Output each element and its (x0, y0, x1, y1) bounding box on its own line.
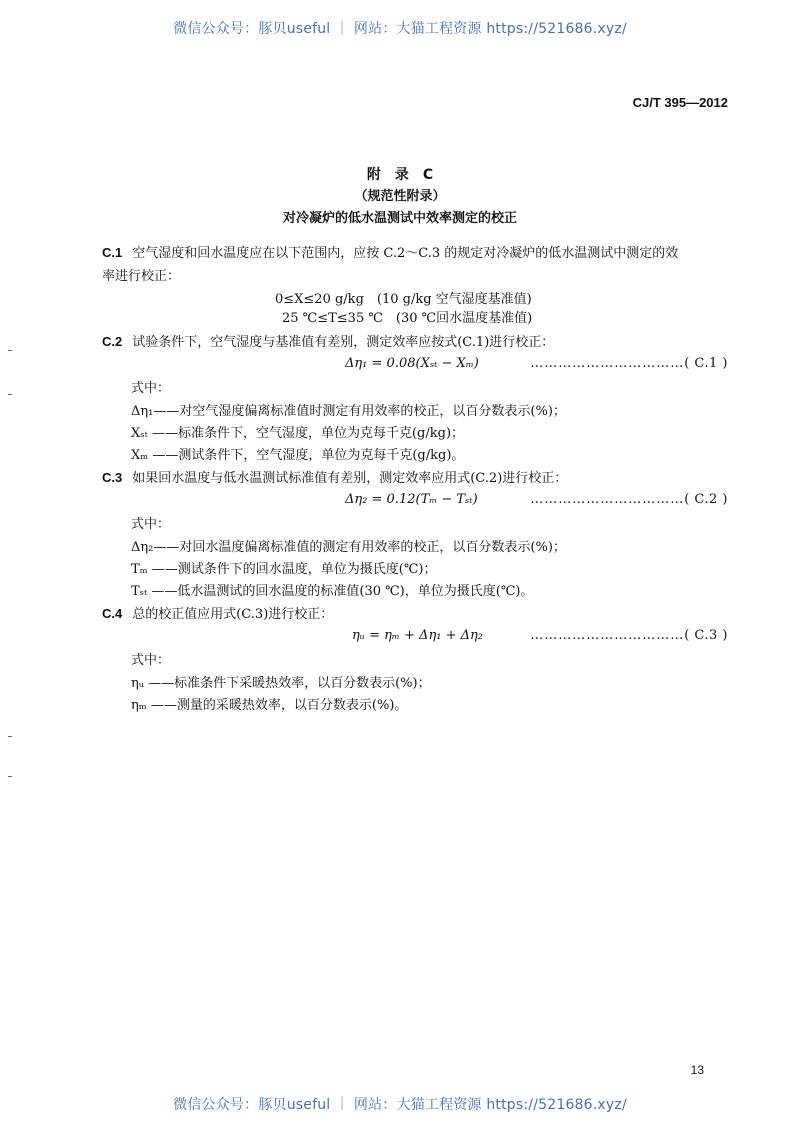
c1-paragraph-line1 (102, 244, 678, 263)
c2-number: C.2 (102, 334, 123, 349)
c3-where: 式中： (131, 517, 171, 532)
leader-dots: …………………………… (530, 356, 685, 371)
standard-code: CJ/T 395—2012 (632, 95, 728, 110)
formula-c2: Δη₂ = 0.12(Tₘ − Tₛₜ) (345, 492, 478, 507)
c4-text: 总的校正值应用式(C.3)进行校正： (132, 607, 334, 622)
equation-c3-label (530, 627, 728, 645)
page-number: 13 (690, 1063, 704, 1077)
c2-where: 式中： (131, 381, 171, 396)
c1-text: 空气湿度和回水温度应在以下范围内，应按 C.2～C.3 的规定对冷凝炉的低水温测试中测定的效 (132, 246, 679, 261)
leader-dots: …………………………… (530, 628, 685, 643)
appendix-title: 附 录 C (366, 167, 434, 183)
c4-where: 式中： (131, 653, 171, 668)
c3-number: C.3 (102, 470, 123, 485)
c1-number: C.1 (102, 245, 123, 260)
formula-c3: ηᵤ = ηₘ + Δη₁ + Δη₂ (352, 628, 483, 643)
c2-def-3: Xₘ ——测试条件下，空气湿度，单位为克每千克(g/kg)。 (131, 448, 465, 463)
c3-text: 如果回水温度与低水温测试标准值有差别，测定效率应用式(C.2)进行校正： (132, 471, 568, 486)
c4-number: C.4 (102, 606, 123, 621)
equation-number: ( C.2 ) (684, 492, 728, 507)
appendix-heading: 对冷凝炉的低水温测试中效率测定的校正 (282, 211, 517, 226)
scan-mark (8, 394, 12, 395)
equation-c2-label (530, 491, 728, 509)
equation-c1-label (530, 355, 728, 373)
scan-mark (8, 350, 12, 351)
c2-paragraph (102, 333, 554, 352)
equation-number: ( C.1 ) (684, 356, 728, 371)
c1-paragraph-line2: 率进行校正： (102, 269, 181, 284)
c3-def-2: Tₘ ——测试条件下的回水温度，单位为摄氏度(℃)； (131, 562, 437, 577)
watermark-top: 微信公众号：豚贝useful ｜ 网站：大猫工程资源 https://521686.xyz/ (173, 21, 627, 37)
c2-text: 试验条件下，空气湿度与基准值有差别，测定效率应按式(C.1)进行校正： (132, 335, 555, 350)
c3-paragraph (102, 469, 567, 488)
scan-mark (8, 736, 12, 737)
c1-range-humidity: 0≤X≤20 g/kg (10 g/kg 空气湿度基准值) (275, 292, 532, 307)
watermark-bottom: 微信公众号：豚贝useful ｜ 网站：大猫工程资源 https://521686.xyz/ (173, 1097, 627, 1113)
c4-def-1: ηᵤ ——标准条件下采暖热效率，以百分数表示(%)； (131, 676, 431, 691)
c2-def-1: Δη₁——对空气湿度偏离标准值时测定有用效率的校正，以百分数表示(%)； (131, 404, 566, 419)
c4-def-2: ηₘ ——测量的采暖热效率，以百分数表示(%)。 (131, 698, 408, 713)
equation-number: ( C.3 ) (684, 628, 728, 643)
c1-range-temperature: 25 ℃≤T≤35 ℃ (30 ℃回水温度基准值) (282, 311, 533, 326)
formula-c1: Δη₁ = 0.08(Xₛₜ − Xₘ) (345, 356, 479, 371)
scan-mark (8, 776, 12, 777)
leader-dots: …………………………… (530, 492, 685, 507)
c3-def-1: Δη₂——对回水温度偏离标准值的测定有用效率的校正，以百分数表示(%)； (131, 540, 566, 555)
c4-paragraph (102, 605, 333, 624)
c2-def-2: Xₛₜ ——标准条件下，空气湿度，单位为克每千克(g/kg)； (131, 426, 465, 441)
c3-def-3: Tₛₜ ——低水温测试的回水温度的标准值(30 ℃)，单位为摄氏度(℃)。 (131, 584, 534, 599)
appendix-subtitle: （规范性附录） (354, 189, 446, 204)
